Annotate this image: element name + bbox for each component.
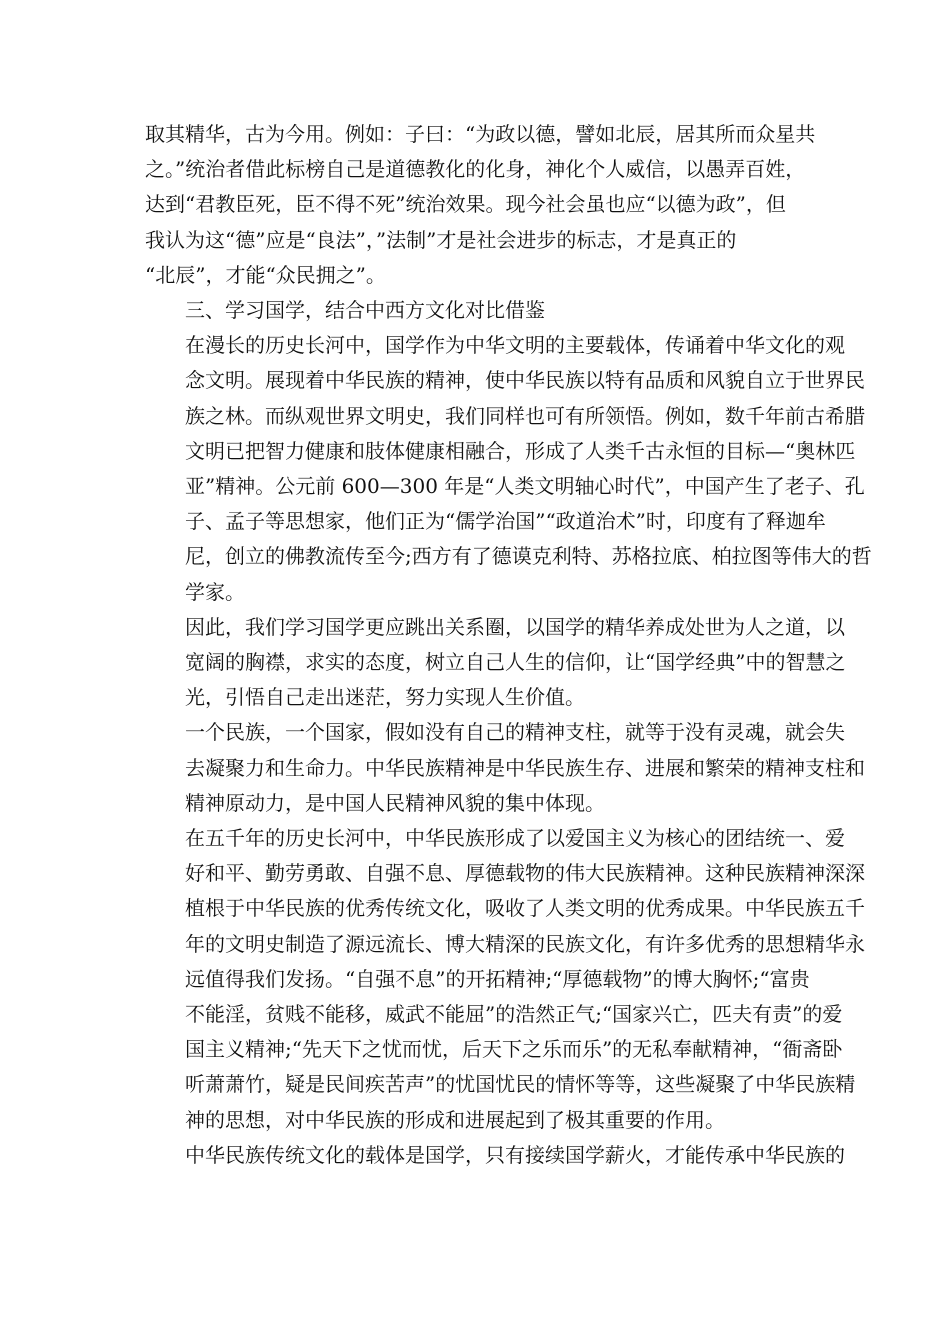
text-line: 好和平、勤劳勇敢、自强不息、厚德载物的伟大民族精神。这种民族精神深深 (185, 861, 865, 886)
document-page (145, 117, 872, 1173)
text-line: 族之林。而纵观世界文明史，我们同样也可有所领悟。例如，数千年前古希腊 (185, 403, 865, 428)
heading-text: 三、学习国学，结合中西方文化对比借鉴 (185, 298, 545, 323)
text-line: 一个民族，一个国家，假如没有自己的精神支柱，就等于没有灵魂，就会失 (185, 720, 845, 745)
paragraph-five-thousand-years (145, 821, 865, 1138)
text-line: 之。”统治者借此标榜自己是道德教化的化身，神化个人威信，以愚弄百姓， (145, 157, 806, 182)
text-line: 在五千年的历史长河中，中华民族形成了以爱国主义为核心的团结统一、爱 (185, 826, 845, 851)
paragraph-history (145, 328, 872, 610)
text-line: 文明已把智力健康和肢体健康相融合，形成了人类千古永恒的目标—“奥林匹 (185, 438, 856, 463)
text-line: 光，引悟自己走出迷茫，努力实现人生价值。 (185, 685, 585, 710)
text-line: 宽阔的胸襟，求实的态度，树立自己人生的信仰，让“国学经典”中的智慧之 (185, 650, 846, 675)
paragraph-governance (145, 117, 816, 293)
text-line: 在漫长的历史长河中，国学作为中华文明的主要载体，传诵着中华文化的观 (185, 333, 845, 358)
text-line: 精神原动力，是中国人民精神风貌的集中体现。 (185, 790, 605, 815)
text-line: 因此，我们学习国学更应跳出关系圈，以国学的精华养成处世为人之道，以 (185, 614, 845, 639)
text-line: 学家。 (185, 579, 245, 604)
text-line: 我认为这“德”应是“良法”，”法制”才是社会进步的标志，才是真正的 (145, 227, 737, 252)
text-line: 国主义精神;“先天下之忧而忧，后天下之乐而乐”的无私奉献精神，“衙斋卧 (185, 1037, 843, 1062)
paragraph-national-spirit (145, 715, 865, 821)
text-line: 去凝聚力和生命力。中华民族精神是中华民族生存、进展和繁荣的精神支柱和 (185, 755, 865, 780)
text-line: 念文明。展现着中华民族的精神，使中华民族以特有品质和风貌自立于世界民 (185, 368, 865, 393)
text-line: 植根于中华民族的优秀传统文化，吸收了人类文明的优秀成果。中华民族五千 (185, 896, 865, 921)
text-line: 亚”精神。公元前 600—300 年是“人类文明轴心时代”，中国产生了老子、孔 (185, 474, 865, 499)
paragraph-carrier (145, 1138, 845, 1173)
paragraph-therefore (145, 610, 846, 716)
text-line: 取其精华，古为今用。例如：子曰：“为政以德，譬如北辰，居其所而众星共 (145, 122, 816, 146)
text-line: 达到“君教臣死，臣不得不死”统治效果。现今社会虽也应“以德为政”，但 (145, 192, 786, 217)
section-heading-3 (145, 293, 807, 328)
text-line: 子、孟子等思想家，他们正为“儒学治国”“政道治术”时，印度有了释迦牟 (185, 509, 826, 534)
text-line: “北辰”，才能“众民拥之”。 (145, 262, 386, 287)
text-line: 不能淫，贫贱不能移，威武不能屈”的浩然正气;“国家兴亡，匹夫有责”的爱 (185, 1002, 843, 1027)
text-line: 远值得我们发扬。“自强不息”的开拓精神;“厚德载物”的博大胸怀;“富贵 (185, 966, 810, 991)
text-line: 神的思想，对中华民族的形成和进展起到了极其重要的作用。 (185, 1107, 725, 1132)
text-line: 听萧萧竹，疑是民间疾苦声”的忧国忧民的情怀等等，这些凝聚了中华民族精 (185, 1072, 856, 1097)
text-line: 中华民族传统文化的载体是国学，只有接续国学薪火，才能传承中华民族的 (185, 1142, 845, 1167)
text-line: 尼，创立的佛教流传至今;西方有了德谟克利特、苏格拉底、柏拉图等伟大的哲 (185, 544, 872, 569)
text-line: 年的文明史制造了源远流长、博大精深的民族文化，有许多优秀的思想精华永 (185, 931, 865, 956)
